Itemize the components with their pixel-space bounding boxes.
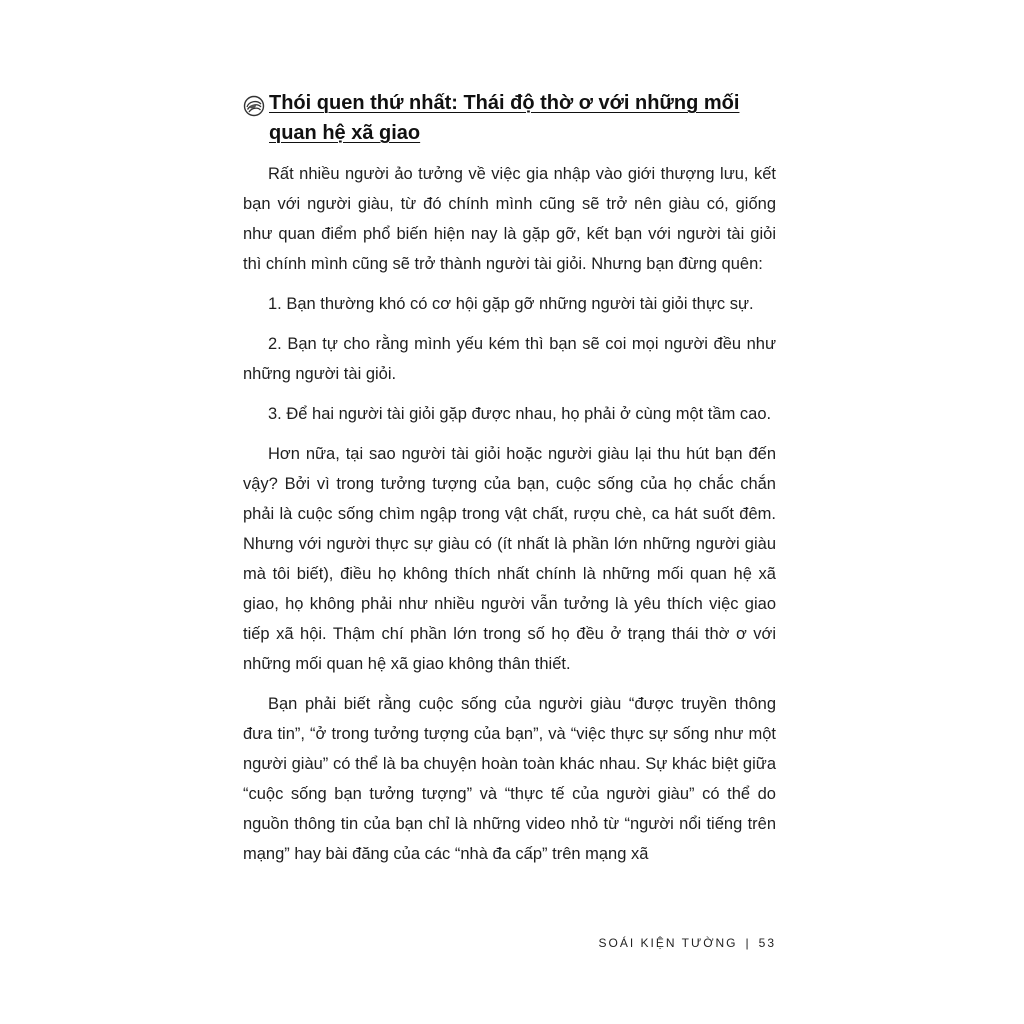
list-item-1: 1. Bạn thường khó có cơ hội gặp gỡ những người tài giỏi thực sự.: [268, 295, 754, 313]
footer-separator: |: [745, 936, 751, 950]
body-paragraph-1: Hơn nữa, tại sao người tài giỏi hoặc người giàu lại thu hút bạn đến vậy? Bởi vì trong tưởng tượng của bạn, cuộc sống của họ chắc chắn phải là cuộc sống chìm ngập trong vật chất, rượu chè, ca hát suốt đêm. Nhưng với người thực sự giàu có (ít nhất là phần lớn những người giàu mà tôi biết), điều họ không thích nhất chính là những mối quan hệ xã giao, họ không phải như nhiều người vẫn tưởng là yêu thích việc giao tiếp xã hội. Thậm chí phần lớn trong số họ đều ở trạng thái thờ ơ với những mối quan hệ xã giao không thân thiết.: [243, 445, 776, 673]
section-title: Thói quen thứ nhất: Thái độ thờ ơ với những mối quan hệ xã giao: [269, 92, 740, 144]
list-item-3: 3. Để hai người tài giỏi gặp được nhau, họ phải ở cùng một tầm cao.: [268, 405, 772, 423]
list-item-2: 2. Bạn tự cho rằng mình yếu kém thì bạn sẽ coi mọi người đều như những người tài giỏi.: [243, 335, 776, 383]
page-body: [243, 88, 776, 879]
running-author: SOÁI KIỆN TƯỜNG: [598, 936, 738, 950]
body-paragraph-2: Bạn phải biết rằng cuộc sống của người giàu “được truyền thông đưa tin”, “ở trong tưởng tượng của bạn”, và “việc thực sự sống như một người giàu” có thể là ba chuyện hoàn toàn khác nhau. Sự khác biệt giữa “cuộc sống bạn tưởng tượng” và “thực tế của người giàu” có thể do nguồn thông tin của bạn chỉ là những video nhỏ từ “người nổi tiếng trên mạng” hay bài đăng của các “nhà đa cấp” trên mạng xã: [243, 695, 776, 863]
page-footer: [599, 936, 777, 950]
intro-paragraph: Rất nhiều người ảo tưởng về việc gia nhập vào giới thượng lưu, kết bạn với người giàu, từ đó chính mình cũng sẽ trở nên giàu có, giống như quan điểm phổ biến hiện nay là gặp gỡ, kết bạn với người tài giỏi thì chính mình cũng sẽ trở thành người tài giỏi. Nhưng bạn đừng quên:: [243, 165, 776, 273]
section-heading: [243, 88, 776, 148]
page-number: 53: [758, 936, 776, 950]
swirl-bullet-icon: [243, 95, 265, 117]
